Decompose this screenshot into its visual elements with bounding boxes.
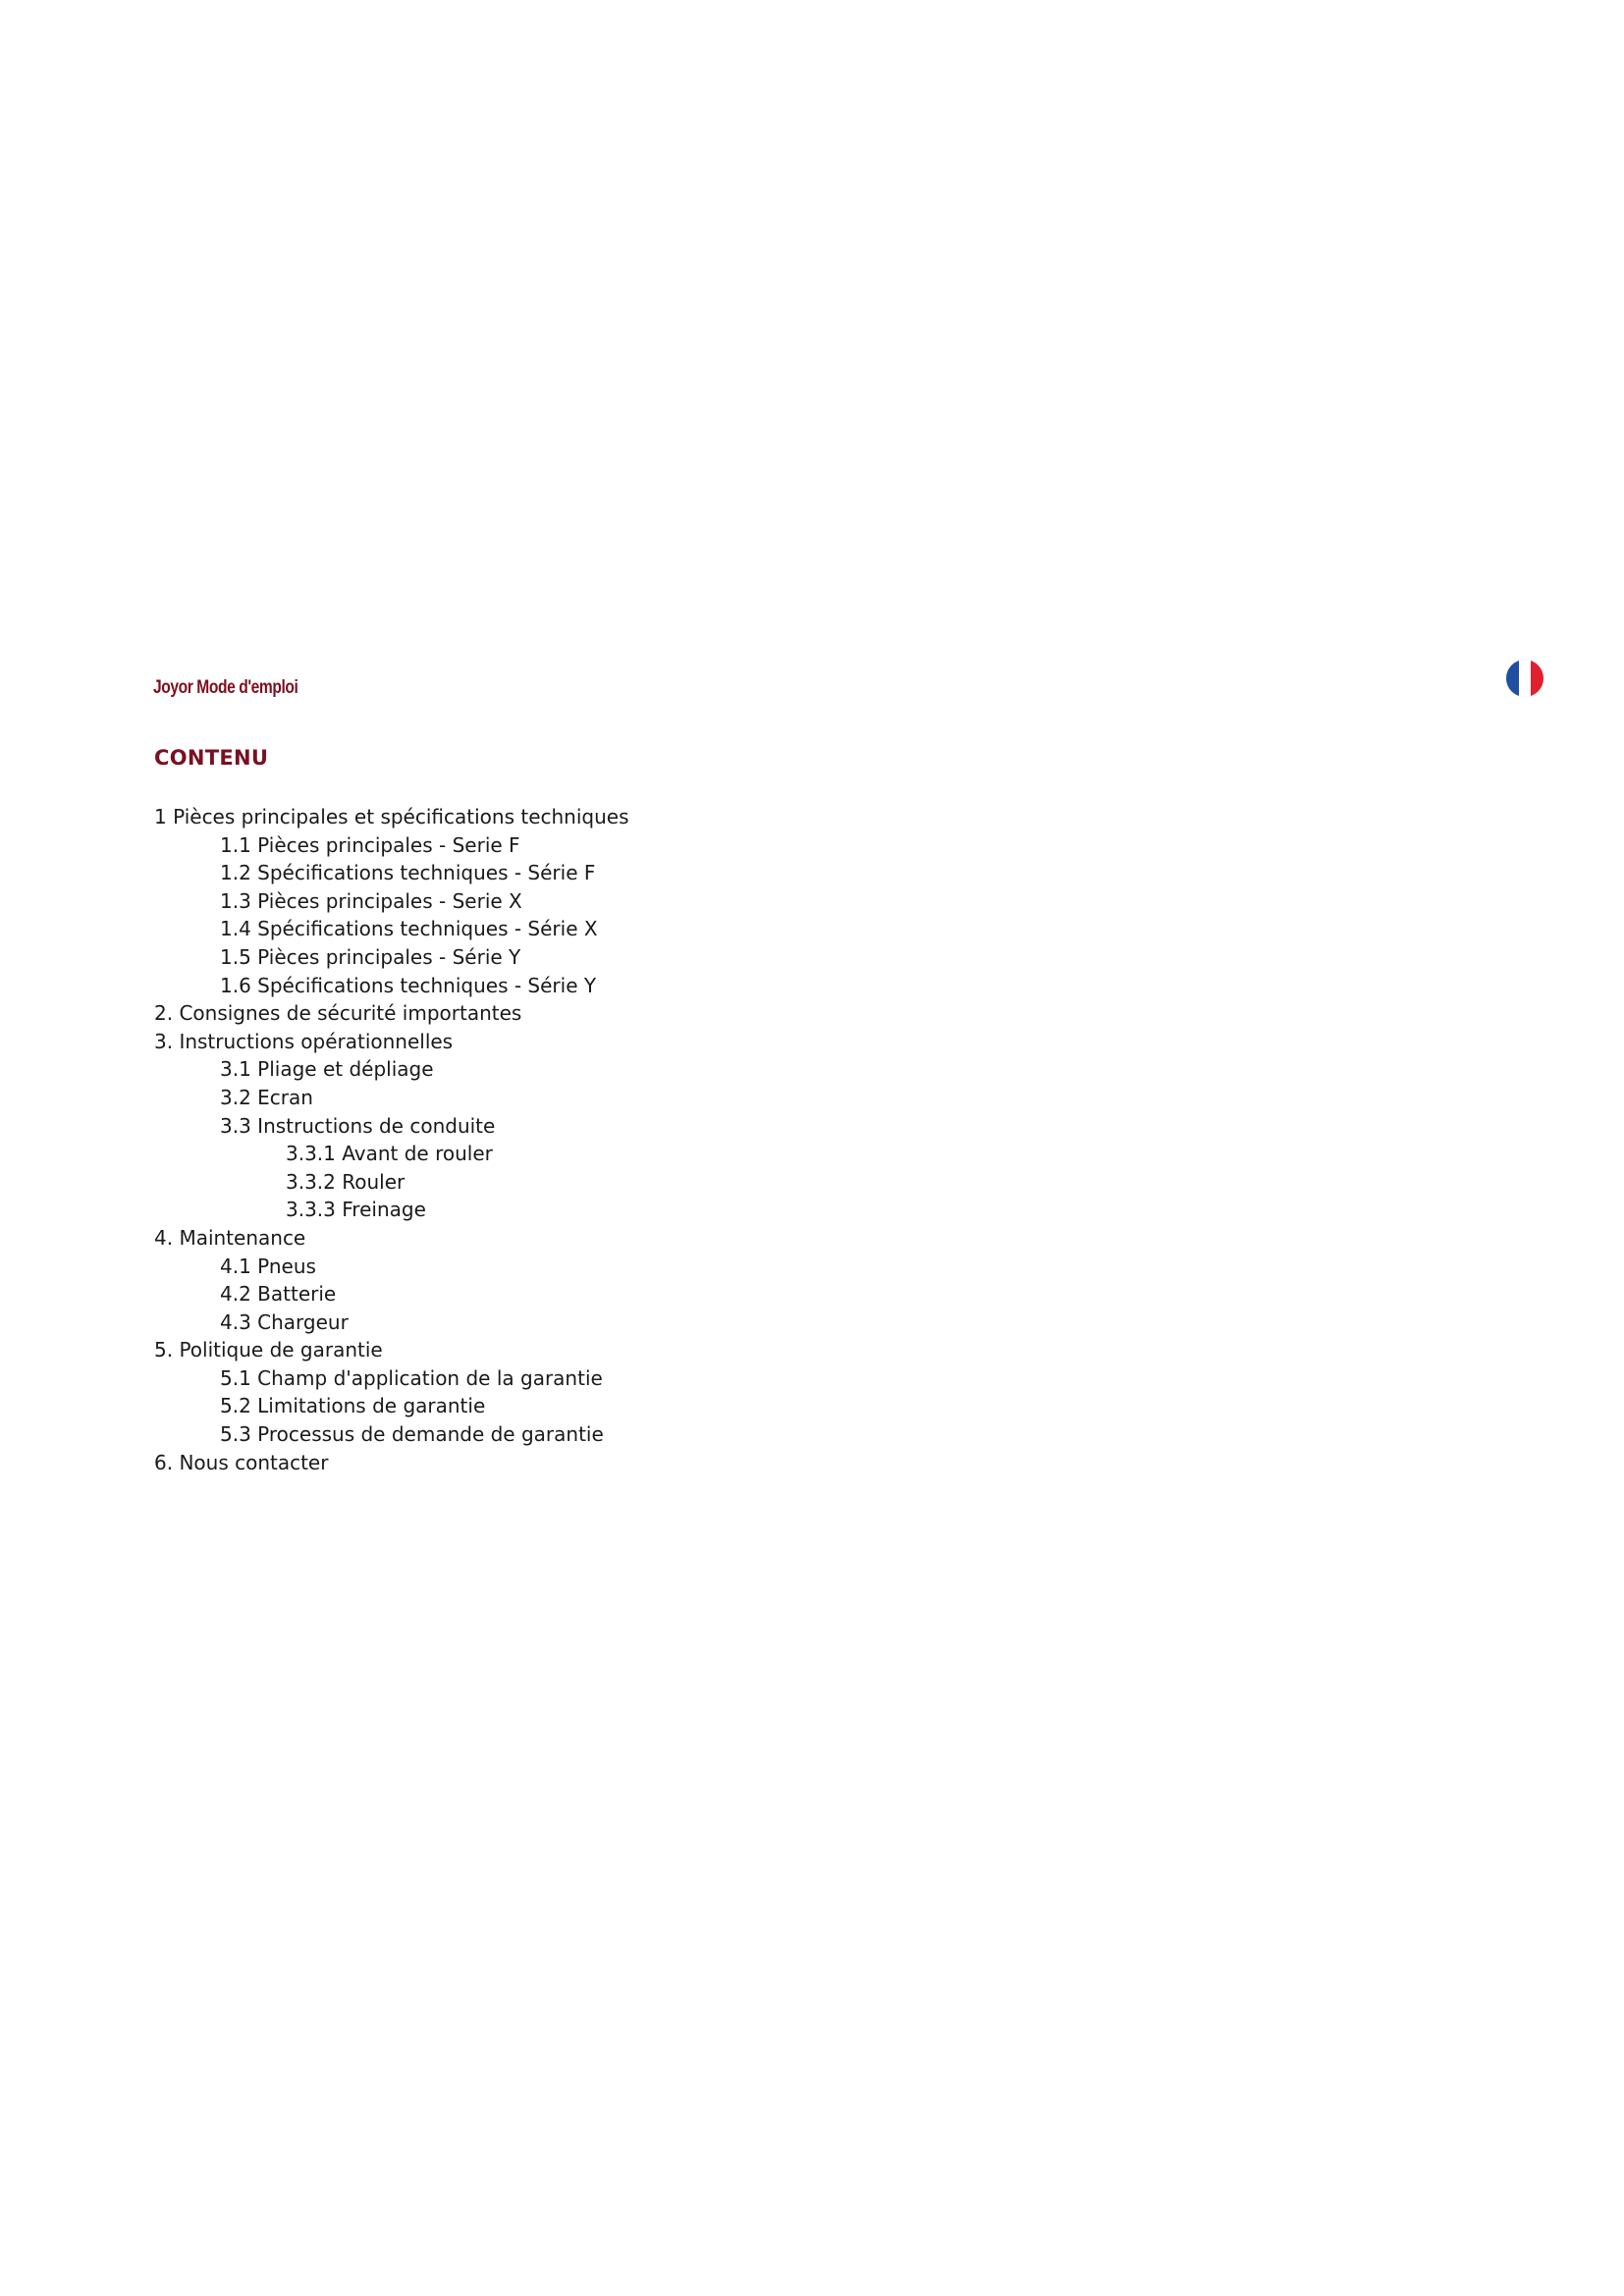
toc-entry[interactable]: 5. Politique de garantie — [154, 1338, 383, 1362]
toc-entry[interactable]: 1 Pièces principales et spécifications techniques — [154, 805, 629, 828]
flag-stripe-blue — [1506, 660, 1519, 697]
toc-entry[interactable]: 1.1 Pièces principales - Serie F — [220, 832, 520, 857]
french-flag-icon — [1506, 660, 1543, 697]
toc-entry[interactable]: 1.5 Pièces principales - Série Y — [220, 944, 521, 969]
toc-entry[interactable]: 3.2 Ecran — [220, 1085, 313, 1109]
toc-entry[interactable]: 4.1 Pneus — [220, 1254, 316, 1278]
toc-entry[interactable]: 3.3.1 Avant de rouler — [286, 1142, 493, 1166]
toc-entry[interactable]: 3. Instructions opérationnelles — [154, 1029, 454, 1053]
toc-entry[interactable]: 4.3 Chargeur — [220, 1309, 349, 1334]
table-of-contents — [154, 803, 629, 1476]
document-title: Joyor Mode d'emploi — [153, 677, 298, 698]
toc-entry[interactable]: 1.2 Spécifications techniques - Série F — [220, 861, 596, 885]
toc-entry[interactable]: 6. Nous contacter — [154, 1450, 329, 1474]
toc-entry[interactable]: 3.3 Instructions de conduite — [220, 1113, 496, 1138]
toc-entry[interactable]: 5.1 Champ d'application de la garantie — [220, 1365, 603, 1390]
toc-entry[interactable]: 4. Maintenance — [154, 1225, 306, 1250]
flag-stripe-red — [1531, 660, 1543, 697]
flag-stripe-white — [1519, 660, 1532, 697]
toc-heading: CONTENU — [154, 746, 269, 770]
toc-entry[interactable]: 1.3 Pièces principales - Serie X — [220, 888, 522, 913]
toc-entry[interactable]: 1.4 Spécifications techniques - Série X — [220, 917, 598, 941]
toc-entry[interactable]: 5.3 Processus de demande de garantie — [220, 1422, 604, 1447]
toc-entry[interactable]: 4.2 Batterie — [220, 1282, 337, 1307]
toc-entry[interactable]: 2. Consignes de sécurité importantes — [154, 1001, 522, 1026]
toc-entry[interactable]: 1.6 Spécifications techniques - Série Y — [220, 973, 597, 997]
toc-entry[interactable]: 3.1 Pliage et dépliage — [220, 1057, 434, 1082]
toc-entry[interactable]: 3.3.3 Freinage — [286, 1198, 426, 1222]
toc-entry[interactable]: 3.3.2 Rouler — [286, 1169, 406, 1194]
toc-entry[interactable]: 5.2 Limitations de garantie — [220, 1394, 486, 1418]
